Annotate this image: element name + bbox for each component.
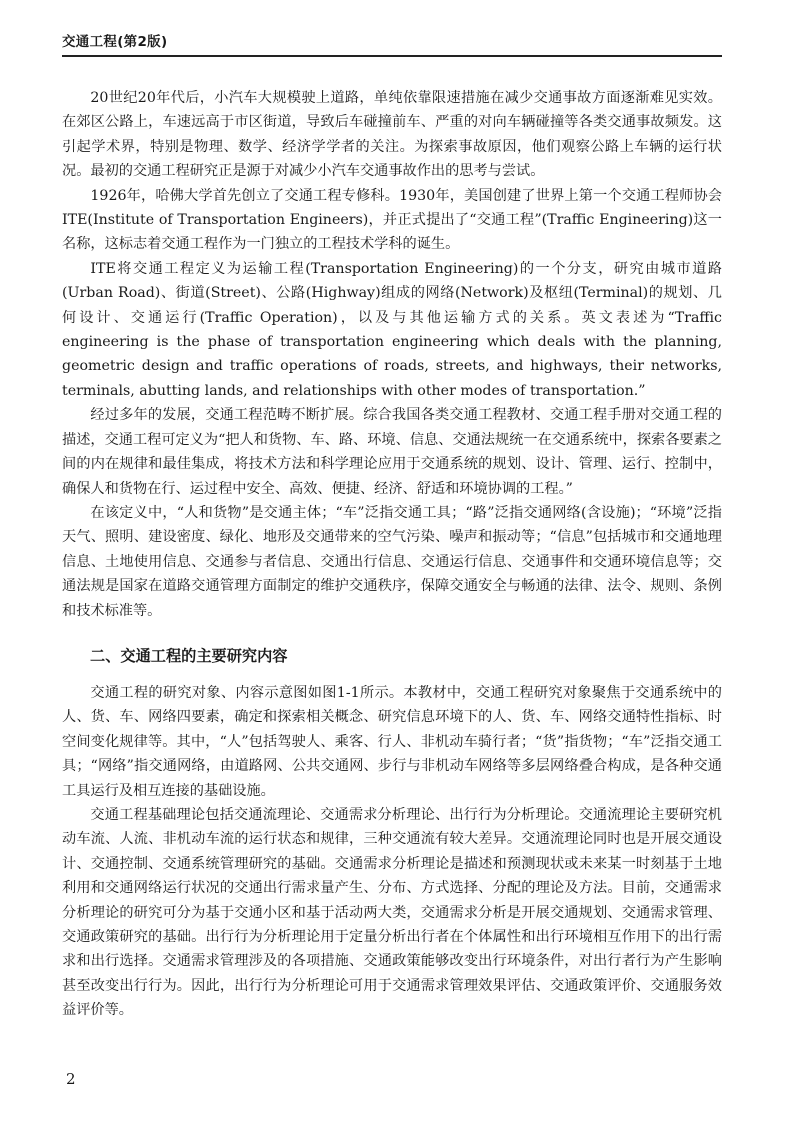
paragraph-history-1920s: 20世纪20年代后，小汽车大规模驶上道路，单纯依靠限速措施在减少交通事故方面逐渐难见实效。在郊区公路上，车速远高于市区街道，导致后车碰撞前车、严重的对向车辆碰撞等各类交通事故频发。这引起学术界，特别是物理、数学、经济学学者的关注。为探索事故原因，他们观察公路上车辆的运行状况。最初的交通工程研究正是源于对减少小汽车交通事故作出的思考与尝试。 (62, 90, 722, 180)
paragraph-basic-theories: 交通工程基础理论包括交通流理论、交通需求分析理论、出行行为分析理论。交通流理论主要研究机动车流、人流、非机动车流的运行状态和规律，三种交通流有较大差异。交通流理论同时也是开展交通设计、交通控制、交通系统管理研究的基础。交通需求分析理论是描述和预测现状或未来某一时刻基于土地利用和交通网络运行状况的交通出行需求量产生、分布、方式选择、分配的理论及方法。目前，交通需求分析理论的研究可分为基于交通小区和基于活动两大类，交通需求分析是开展交通规划、交通需求管理、交通政策研究的基础。出行行为分析理论用于定量分析出行者在个体属性和出行环境相互作用下的出行需求和出行选择。交通需求管理涉及的各项措施、交通政策能够改变出行环境条件，对出行者行为产生影响甚至改变出行行为。因此，出行行为分析理论可用于交通需求管理效果评估、交通政策评价、交通服务效益评价等。 (62, 806, 722, 1019)
page-number: 2 (66, 1070, 76, 1088)
body-text (62, 86, 722, 1023)
paragraph-definition-elements: 在该定义中，“人和货物”是交通主体；“车”泛指交通工具；“路”泛指交通网络(含设施)；“环境”泛指天气、照明、建设密度、绿化、地形及交通带来的空气污染、噪声和振动等；“信息”包括城市和交通地理信息、土地使用信息、交通参与者信息、交通出行信息、交通运行信息、交通事件和交通环境信息等；交通法规是国家在道路交通管理方面制定的维护交通秩序，保障交通安全与畅通的法律、法令、规则、条例和技术标准等。 (62, 504, 722, 619)
running-header-title: 交通工程(第2版) (62, 34, 168, 50)
header-rule (62, 55, 722, 57)
paragraph-ite-definition: ITE将交通工程定义为运输工程(Transportation Engineering)的一个分支，研究由城市道路(Urban Road)、街道(Street)、公路(Highway)组成的网络(Network)及枢纽(Terminal)的规划、几何设计、交通运行(Traffic Operation)，以及与其他运输方式的关系。英文表述为“Traffic engineering is the phase of transportation engineering which deals with the planning, geometric design and traffic operations of roads, streets, and highways, their networks, terminals, abutting lands, and relationships with other modes of transportation.” (62, 260, 722, 399)
paragraph-ite-founding: 1926年，哈佛大学首先创立了交通工程专修科。1930年，美国创建了世界上第一个交通工程师协会ITE(Institute of Transportation Engineers)，并正式提出了“交通工程”(Traffic Engineering)这一名称，这标志着交通工程作为一门独立的工程技术学科的诞生。 (62, 187, 722, 253)
paragraph-research-objects: 交通工程的研究对象、内容示意图如图1-1所示。本教材中，交通工程研究对象聚焦于交通系统中的人、货、车、网络四要素，确定和探索相关概念、研究信息环境下的人、货、车、网络交通特性指标、时空间变化规律等。其中，“人”包括驾驶人、乘客、行人、非机动车骑行者；“货”指货物；“车”泛指交通工具；“网络”指交通网络，由道路网、公共交通网、步行与非机动车网络等多层网络叠合构成，是各种交通工具运行及相互连接的基础设施。 (62, 684, 722, 799)
section-heading: 二、交通工程的主要研究内容 (90, 646, 288, 665)
paragraph-modern-definition: 经过多年的发展，交通工程范畴不断扩展。综合我国各类交通工程教材、交通工程手册对交通工程的描述，交通工程可定义为“把人和货物、车、路、环境、信息、交通法规统一在交通系统中，探索各要素之间的内在规律和最佳集成，将技术方法和科学理论应用于交通系统的规划、设计、管理、运行、控制中，确保人和货物在行、运过程中安全、高效、便捷、经济、舒适和环境协调的工程。” (62, 407, 722, 497)
